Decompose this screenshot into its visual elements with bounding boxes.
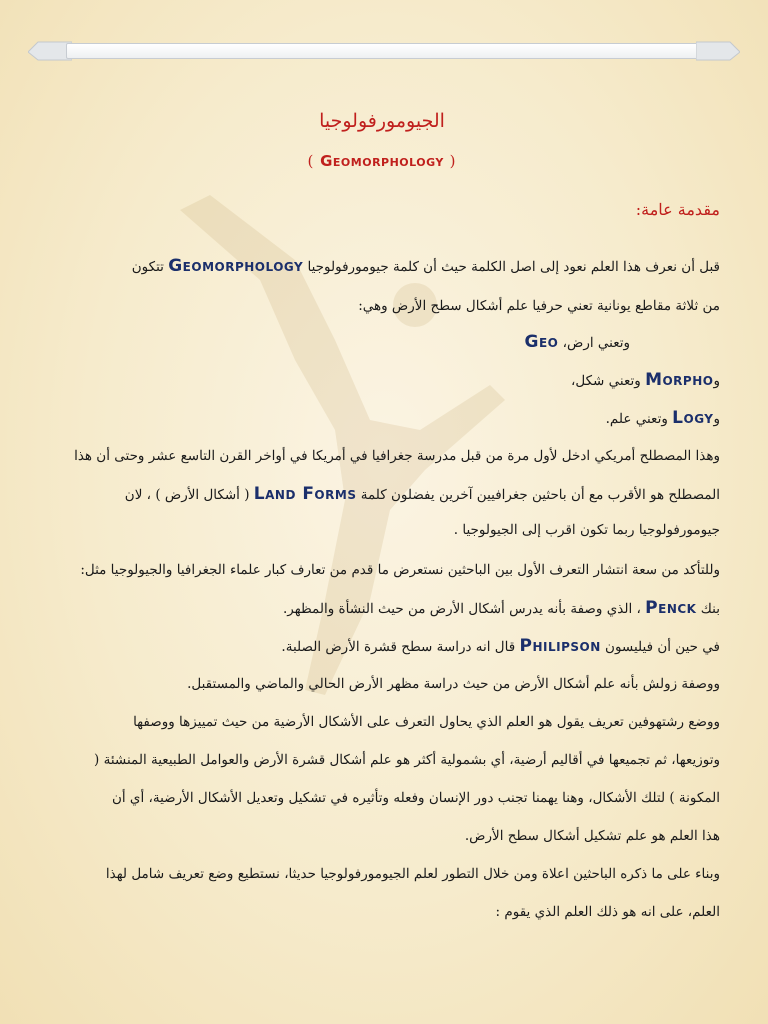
line-text: ، الذي وصفة بأنه يدرس أشكال الأرض من حيث النشأة والمظهر.	[283, 601, 641, 617]
term-land-forms: Land Forms	[253, 484, 357, 504]
line-text: و	[713, 411, 720, 427]
paragraph-line: ووصفة زولش بأنه علم أشكال الأرض من حيث دراسة مظهر الأرض الحالي والماضي والمستقبل.	[187, 676, 720, 692]
paragraph-line: المكونة ) لتلك الأشكال، وهنا يهمنا تجنب دور الإنسان وفعله وتأثيره في تشكيل وتعديل الأشكال الأرضية، أي أن	[111, 790, 720, 806]
page-subtitle	[44, 152, 720, 170]
subtitle-open-paren: (	[307, 152, 315, 170]
line-text: و	[713, 373, 720, 389]
paragraph-line	[606, 408, 720, 428]
term-morpho: Morpho	[645, 370, 714, 390]
line-text: وتعني ارض،	[562, 335, 630, 351]
term-geo: Geo	[524, 332, 559, 352]
document-page	[44, 0, 720, 1024]
paragraph-line: وهذا المصطلح أمريكي ادخل لأول مرة من قبل مدرسة جغرافيا في أمريكا في أواخر القرن التاسع عشر وحتى أن هذا	[74, 448, 720, 464]
paragraph-line: هذا العلم هو علم تشكيل أشكال سطح الأرض.	[464, 828, 720, 844]
term-logy: Logy	[672, 408, 714, 428]
section-heading: مقدمة عامة:	[635, 200, 720, 219]
paragraph-line: جيومورفولوجيا ربما تكون اقرب إلى الجيولوجيا .	[453, 522, 720, 538]
paragraph-line	[571, 370, 720, 390]
page-title: الجيومورفولوجيا	[319, 110, 445, 132]
paragraph-line: العلم، على انه هو ذلك العلم الذي يقوم :	[495, 904, 720, 920]
paragraph-line	[283, 598, 720, 618]
line-text: قبل أن نعرف هذا العلم نعود إلى اصل الكلمة حيث أن كلمة جيومورفولوجيا	[307, 259, 720, 275]
paragraph-line: من ثلاثة مقاطع يونانية تعني حرفيا علم أشكال سطح الأرض وهي:	[358, 298, 720, 314]
paragraph-line: ووضع رشتهوفين تعريف يقول هو العلم الذي يحاول التعرف على الأشكال الأرضية من حيث تمييزها ووصفها	[133, 714, 720, 730]
paragraph-line	[125, 484, 720, 504]
line-text: تتكون	[131, 259, 164, 275]
line-text: ( أشكال الأرض ) ، لان	[124, 487, 250, 503]
line-text: المصطلح هو الأقرب مع أن باحثين جغرافيين آخرين يفضلون كلمة	[360, 487, 720, 503]
term-geomorphology: Geomorphology	[168, 256, 304, 276]
paragraph-line	[132, 256, 720, 276]
line-text: وتعني شكل،	[571, 373, 641, 389]
paragraph-line: وبناء على ما ذكره الباحثين اعلاة ومن خلال التطور لعلم الجيومورفولوجيا حديثا، نستطيع وضع تعريف شامل لهذا	[105, 866, 720, 882]
paragraph-line: وتوزيعها، ثم تجميعها في أقاليم أرضية، أي بشمولية أكثر هو علم أشكال قشرة الأرض والعوامل الطبيعية المنشئة (	[94, 752, 720, 768]
subtitle-close-paren: )	[449, 152, 457, 170]
subtitle-term: Geomorphology	[320, 152, 444, 170]
term-philipson: Philipson	[519, 636, 601, 656]
line-text: في حين أن فيليسون	[605, 639, 720, 655]
line-text: وتعني علم.	[605, 411, 668, 427]
line-text: بنك	[700, 601, 720, 617]
term-penck: Penck	[645, 598, 697, 618]
paragraph-line	[524, 332, 630, 352]
paragraph-line: وللتأكد من سعة انتشار التعرف الأول بين الباحثين نستعرض ما قدم من تعارف كبار علماء الجغرافيا والجيولوجيا مثل:	[80, 562, 720, 578]
line-text: قال انه دراسة سطح قشرة الأرض الصلبة.	[281, 639, 516, 655]
paragraph-line	[281, 636, 720, 656]
